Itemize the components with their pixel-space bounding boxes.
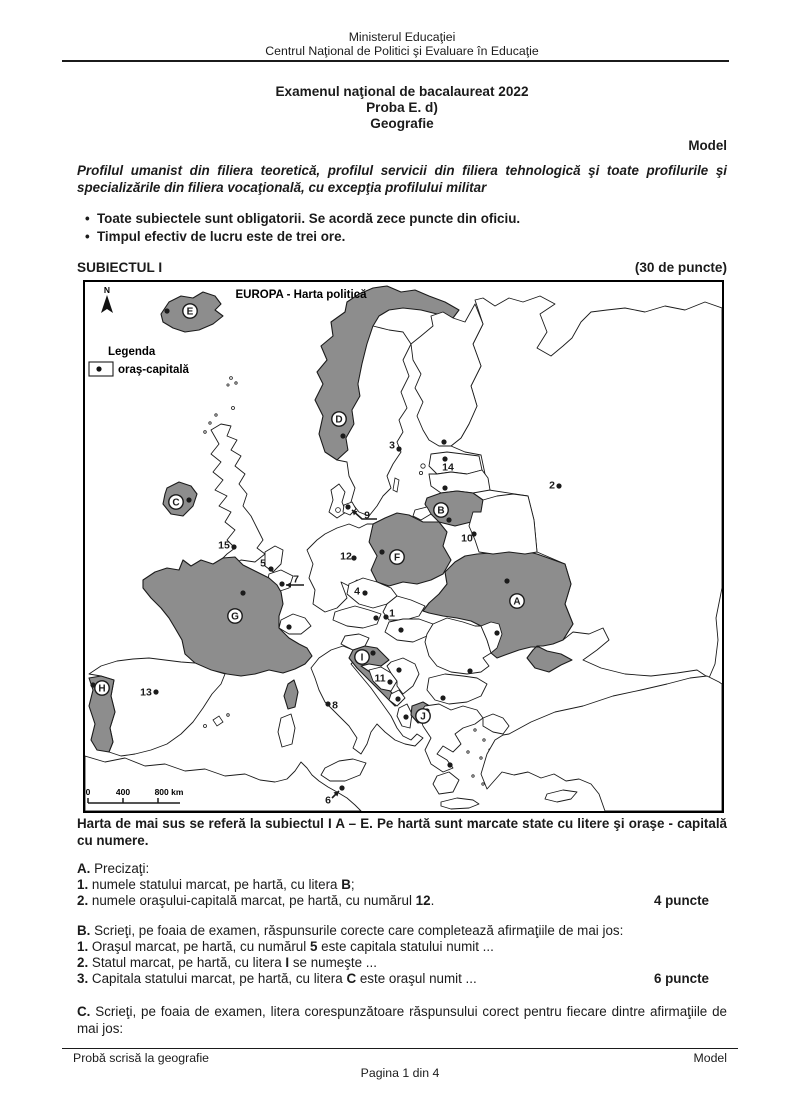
capital-dot xyxy=(379,549,384,554)
legend-item-label: oraş-capitală xyxy=(118,364,189,376)
capital-dot xyxy=(447,762,452,767)
capital-number-label: 14 xyxy=(442,461,454,474)
scale-label-0: 0 xyxy=(85,787,91,797)
map-svg xyxy=(85,282,722,811)
capital-dot-numbered xyxy=(231,544,236,549)
subject-points: (30 de puncte) xyxy=(634,260,727,275)
country-letter-label: H xyxy=(98,683,106,695)
capital-number-label: 3 xyxy=(389,439,395,452)
scale-label-400: 400 xyxy=(115,787,131,797)
capital-dot-numbered xyxy=(396,446,401,451)
capital-dot xyxy=(186,497,191,502)
country-letter-label: E xyxy=(186,306,194,318)
capital-number-label: 1 xyxy=(389,607,395,620)
model-label: Model xyxy=(688,138,727,153)
footer-rule xyxy=(62,1048,738,1049)
capital-number-label: 13 xyxy=(140,686,152,699)
exam-subject: Geografie xyxy=(370,116,434,131)
capital-number-label: 8 xyxy=(332,699,338,712)
exam-title: Examenul naţional de bacalaureat 2022 xyxy=(275,84,529,99)
capital-dot xyxy=(340,433,345,438)
profile-note: Profilul umanist din filiera teoretică, profilul servicii din filiera tehnologică şi toate profilurile şi specializările din filiera vocaţională, cu excepţia profilului militar xyxy=(77,163,727,195)
capital-dot xyxy=(467,668,472,673)
footer-page-number: Pagina 1 din 4 xyxy=(360,1066,440,1080)
header-ministry: Ministerul Educaţiei xyxy=(348,30,456,44)
capital-number-label: 9 xyxy=(364,509,370,522)
section-b-item-3 xyxy=(77,971,727,987)
capital-dot xyxy=(373,615,378,620)
capital-number-label: 7 xyxy=(293,573,299,586)
capital-dot xyxy=(440,695,445,700)
country-letter-label: G xyxy=(231,611,239,623)
bullet-icon: • xyxy=(85,229,90,244)
country-letter-label: J xyxy=(420,711,426,723)
section-a-item-1: 1. numele statului marcat, pe hartă, cu litera B; xyxy=(77,877,355,892)
capital-dot xyxy=(403,714,408,719)
country-letter-label: B xyxy=(437,505,445,517)
scale-label-800: 800 km xyxy=(154,787,184,797)
section-b xyxy=(77,923,727,987)
country-letter-label: D xyxy=(335,414,343,426)
europe-map xyxy=(83,280,724,813)
capital-dot xyxy=(370,650,375,655)
capital-dot-numbered xyxy=(153,689,158,694)
section-a-points: 4 puncte xyxy=(653,893,709,908)
capital-dot-numbered xyxy=(279,581,284,586)
capital-dot xyxy=(442,485,447,490)
section-b-intro: B. Scrieţi, pe foaia de examen, răspunsurile corecte care completează afirmaţiile de mai jos: xyxy=(77,923,624,938)
capital-dot-numbered xyxy=(351,555,356,560)
map-title: EUROPA - Harta politică xyxy=(235,289,367,301)
capital-dot xyxy=(395,696,400,701)
page-footer xyxy=(0,1048,800,1081)
north-label: N xyxy=(103,285,111,295)
section-b-item-2: 2. Statul marcat, pe hartă, cu litera I se numeşte ... xyxy=(77,955,377,970)
capital-dot-numbered xyxy=(325,701,330,706)
capital-number-label: 4 xyxy=(354,585,360,598)
capital-dot xyxy=(446,517,451,522)
capital-dot-numbered xyxy=(268,566,273,571)
capital-dot-numbered xyxy=(556,483,561,488)
country-letter-label: C xyxy=(172,497,180,509)
map-caption: Harta de mai sus se referă la subiectul I A – E. Pe hartă sunt marcate state cu litere şi oraşe - capitală cu numere. xyxy=(77,816,727,848)
title-block xyxy=(77,84,727,132)
capital-dot xyxy=(286,624,291,629)
section-c xyxy=(77,1003,727,1037)
legend-capital-dot xyxy=(96,366,101,371)
instruction-text: Toate subiectele sunt obligatorii. Se acordă zece puncte din oficiu. xyxy=(97,211,521,226)
exam-proba: Proba E. d) xyxy=(366,100,438,115)
legend-title: Legenda xyxy=(108,346,156,358)
capital-dot-numbered xyxy=(345,504,350,509)
instruction-item xyxy=(77,210,727,228)
footer-right: Model xyxy=(693,1051,727,1065)
capital-number-label: 2 xyxy=(549,479,555,492)
capital-number-label: 6 xyxy=(325,794,331,807)
subject-header xyxy=(77,260,727,275)
capital-number-label: 11 xyxy=(374,672,386,685)
subject-title: SUBIECTUL I xyxy=(77,260,163,275)
section-b-item-1: 1. Oraşul marcat, pe hartă, cu numărul 5 este capitala statului numit ... xyxy=(77,939,494,954)
section-b-item-3-text: 3. Capitala statului marcat, pe hartă, cu litera C este oraşul numit ... xyxy=(77,971,477,986)
capital-dot xyxy=(164,308,169,313)
capital-dot xyxy=(398,627,403,632)
capital-dot xyxy=(504,578,509,583)
section-a-item-2 xyxy=(77,893,727,909)
capital-dot-numbered xyxy=(383,614,388,619)
capital-dot xyxy=(240,590,245,595)
section-a xyxy=(77,861,727,909)
country-letter-label: A xyxy=(513,596,521,608)
capital-number-label: 10 xyxy=(461,532,473,545)
capital-dot xyxy=(441,439,446,444)
section-a-item-2-text: 2. numele oraşului-capitală marcat, pe hartă, cu numărul 12. xyxy=(77,893,435,908)
instructions-list xyxy=(77,210,727,246)
capital-dot xyxy=(494,630,499,635)
north-arrow-icon xyxy=(101,295,113,313)
section-c-intro: C. Scrieţi, pe foaia de examen, litera corespunzătoare răspunsului corect pentru fiecare dintre afirmaţiile de mai jos: xyxy=(77,1004,727,1036)
bullet-icon: • xyxy=(85,211,90,226)
header-rule xyxy=(62,60,729,62)
country-letter-label: I xyxy=(360,652,364,664)
instruction-item xyxy=(77,228,727,246)
section-b-points: 6 puncte xyxy=(653,971,709,986)
capital-dot-numbered xyxy=(362,590,367,595)
capital-number-label: 12 xyxy=(340,550,352,563)
capital-dot-numbered xyxy=(339,785,344,790)
section-a-intro: A. Precizaţi: xyxy=(77,861,150,876)
country-letter-label: F xyxy=(393,552,401,564)
instruction-text: Timpul efectiv de lucru este de trei ore. xyxy=(97,229,346,244)
capital-number-label: 15 xyxy=(218,539,230,552)
footer-left: Probă scrisă la geografie xyxy=(73,1051,210,1065)
capital-dot xyxy=(396,667,401,672)
capital-dot-numbered xyxy=(387,679,392,684)
header-center: Centrul Naţional de Politici şi Evaluare în Educaţie xyxy=(265,44,539,58)
capital-number-label: 5 xyxy=(260,557,266,570)
